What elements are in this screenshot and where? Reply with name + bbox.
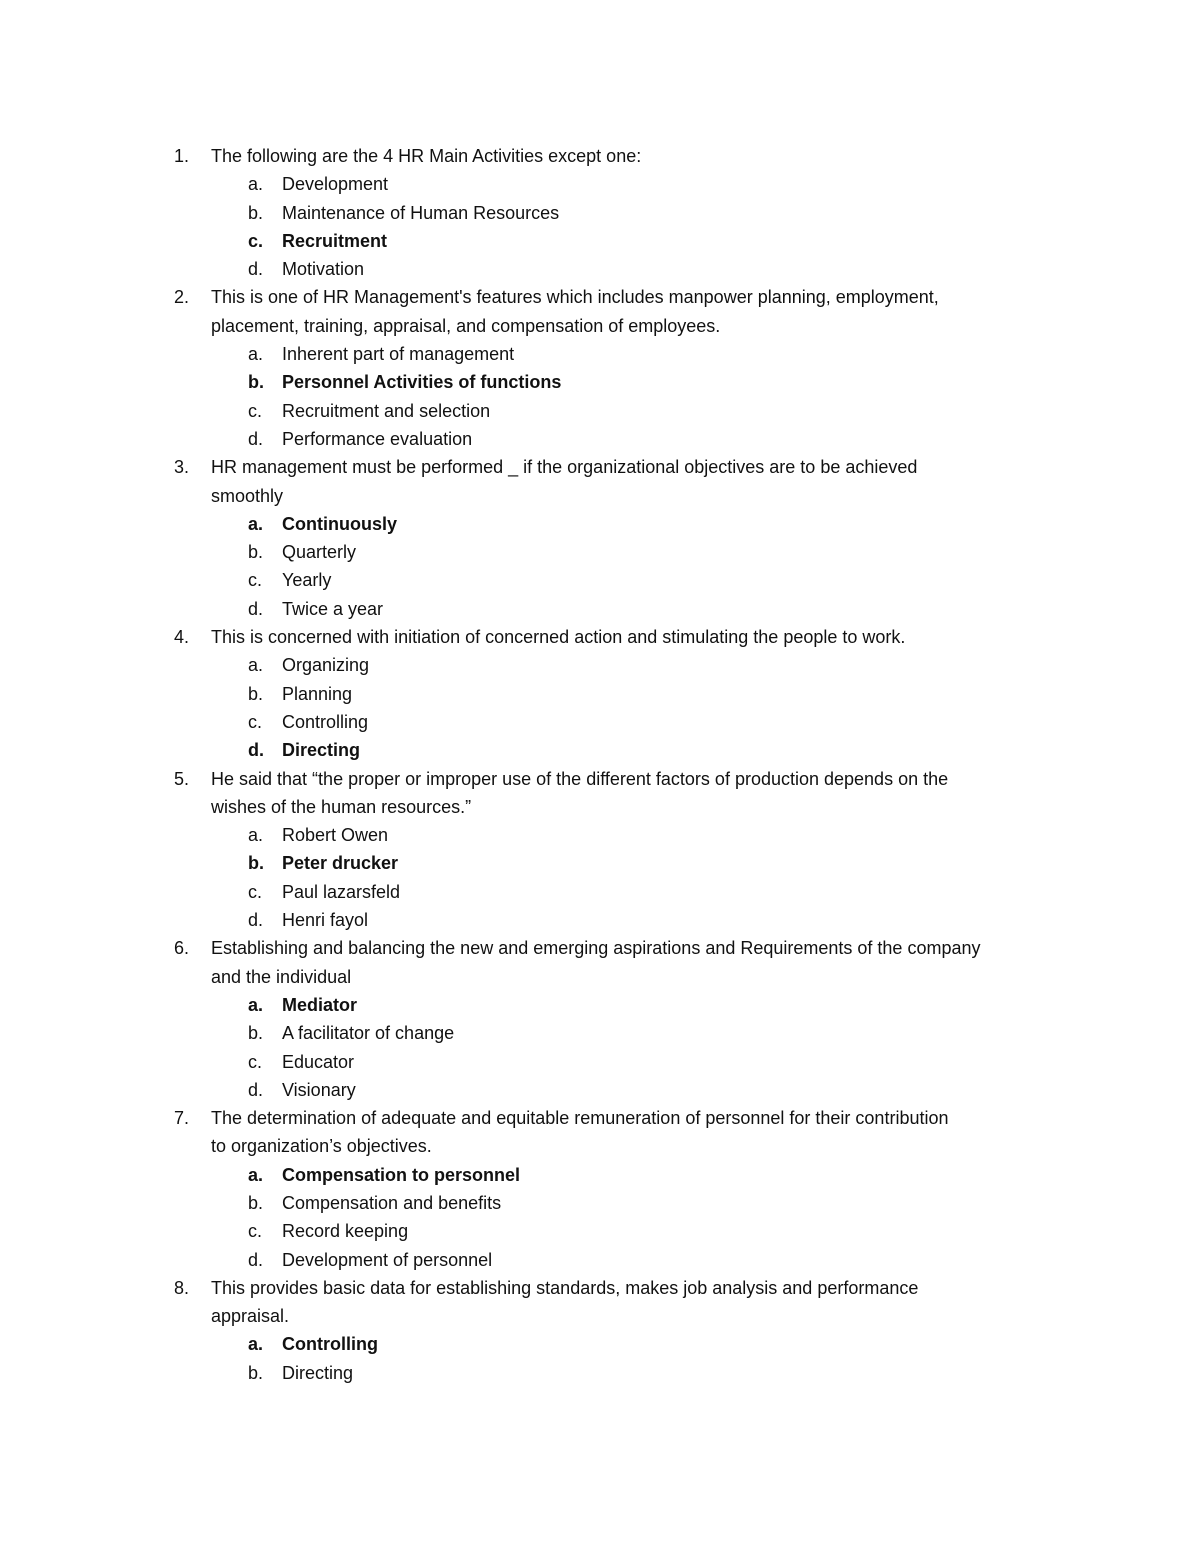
- question-number: 5.: [174, 768, 190, 789]
- answer-option-correct: [0, 227, 1200, 255]
- option-letter: c.: [248, 1221, 263, 1242]
- answer-option: [0, 906, 1200, 934]
- question-line: [0, 623, 1200, 651]
- answer-option: [0, 199, 1200, 227]
- question-line: [0, 1104, 1200, 1132]
- option-letter: a.: [248, 655, 264, 676]
- answer-option: [0, 340, 1200, 368]
- option-letter: b.: [248, 1192, 264, 1213]
- option-text: Peter drucker: [282, 853, 399, 874]
- question-text: appraisal.: [211, 1306, 290, 1327]
- question-text: This is one of HR Management's features which includes manpower planning, employment,: [211, 287, 939, 308]
- answer-option: [0, 1217, 1200, 1245]
- answer-option-correct: [0, 1330, 1200, 1358]
- answer-option: [0, 397, 1200, 425]
- option-letter: c.: [248, 570, 263, 591]
- question-line: [0, 482, 1200, 510]
- option-text: Development of personnel: [282, 1249, 493, 1270]
- option-letter: d.: [248, 910, 264, 931]
- option-letter: a.: [248, 1334, 264, 1355]
- option-text: Yearly: [282, 570, 332, 591]
- question-number: 8.: [174, 1277, 190, 1298]
- option-text: Personnel Activities of functions: [282, 372, 562, 393]
- question-text: smoothly: [211, 485, 284, 506]
- question-text: Establishing and balancing the new and emerging aspirations and Requirements of the company: [211, 938, 981, 959]
- question-line: [0, 1274, 1200, 1302]
- answer-option: [0, 1189, 1200, 1217]
- question-text: HR management must be performed _ if the organizational objectives are to be achieved: [211, 457, 918, 478]
- option-letter: b.: [248, 372, 264, 393]
- question-line: [0, 765, 1200, 793]
- option-text: A facilitator of change: [282, 1023, 455, 1044]
- question-line: [0, 934, 1200, 962]
- option-letter: d.: [248, 740, 264, 761]
- option-letter: a.: [248, 344, 264, 365]
- option-letter: c.: [248, 711, 263, 732]
- answer-option: [0, 1048, 1200, 1076]
- option-text: Directing: [282, 740, 361, 761]
- option-text: Visionary: [282, 1079, 356, 1100]
- option-text: Educator: [282, 1051, 355, 1072]
- answer-option: [0, 170, 1200, 198]
- option-text: Quarterly: [282, 542, 357, 563]
- option-letter: c.: [248, 881, 263, 902]
- question-line: [0, 1302, 1200, 1330]
- answer-option: [0, 425, 1200, 453]
- option-letter: b.: [248, 1362, 264, 1383]
- question-number: 3.: [174, 457, 190, 478]
- answer-option: [0, 255, 1200, 283]
- question-text: He said that “the proper or improper use of the different factors of production depends on the: [211, 768, 949, 789]
- option-letter: d.: [248, 598, 264, 619]
- answer-option: [0, 708, 1200, 736]
- option-text: Mediator: [282, 994, 358, 1015]
- question-line: [0, 963, 1200, 991]
- quiz-document: [0, 142, 1200, 1387]
- answer-option: [0, 595, 1200, 623]
- answer-option: [0, 878, 1200, 906]
- option-letter: a.: [248, 174, 264, 195]
- answer-option-correct: [0, 368, 1200, 396]
- option-letter: d.: [248, 428, 264, 449]
- option-letter: b.: [248, 202, 264, 223]
- option-letter: a.: [248, 513, 264, 534]
- question-text: placement, training, appraisal, and compensation of employees.: [211, 315, 721, 336]
- question-line: [0, 1132, 1200, 1160]
- question-text: wishes of the human resources.”: [211, 796, 472, 817]
- option-text: Planning: [282, 683, 353, 704]
- option-letter: c.: [248, 1051, 263, 1072]
- option-letter: d.: [248, 259, 264, 280]
- answer-option: [0, 566, 1200, 594]
- option-letter: c.: [248, 230, 264, 251]
- option-letter: a.: [248, 994, 264, 1015]
- answer-option: [0, 1076, 1200, 1104]
- answer-option: [0, 1359, 1200, 1387]
- question-number: 1.: [174, 146, 190, 166]
- option-letter: d.: [248, 1079, 264, 1100]
- question-text: The determination of adequate and equitable remuneration of personnel for their contribution: [211, 1108, 949, 1129]
- question-text: The following are the 4 HR Main Activities except one:: [211, 146, 642, 166]
- question-line: [0, 283, 1200, 311]
- option-letter: b.: [248, 853, 264, 874]
- question-text: to organization’s objectives.: [211, 1136, 432, 1157]
- question-number: 6.: [174, 938, 190, 959]
- option-letter: b.: [248, 1023, 264, 1044]
- answer-option: [0, 680, 1200, 708]
- answer-option: [0, 1019, 1200, 1047]
- option-letter: b.: [248, 542, 264, 563]
- option-text: Motivation: [282, 259, 365, 280]
- option-letter: a.: [248, 825, 264, 846]
- option-text: Controlling: [282, 1334, 378, 1355]
- option-text: Inherent part of management: [282, 344, 515, 365]
- question-text: and the individual: [211, 966, 352, 987]
- option-letter: b.: [248, 683, 264, 704]
- answer-option-correct: [0, 1161, 1200, 1189]
- option-text: Recruitment and selection: [282, 400, 491, 421]
- answer-option: [0, 651, 1200, 679]
- question-line: [0, 142, 1200, 170]
- question-text: This is concerned with initiation of concerned action and stimulating the people to work.: [211, 627, 906, 648]
- answer-option: [0, 538, 1200, 566]
- option-text: Organizing: [282, 655, 370, 676]
- answer-option: [0, 1246, 1200, 1274]
- question-number: 4.: [174, 627, 190, 648]
- option-text: Maintenance of Human Resources: [282, 202, 560, 223]
- question-line: [0, 793, 1200, 821]
- option-text: Controlling: [282, 711, 369, 732]
- option-text: Development: [282, 174, 389, 195]
- option-text: Continuously: [282, 513, 397, 534]
- option-text: Compensation to personnel: [282, 1164, 521, 1185]
- answer-option-correct: [0, 991, 1200, 1019]
- question-text: This provides basic data for establishing standards, makes job analysis and performance: [211, 1277, 919, 1298]
- option-text: Record keeping: [282, 1221, 409, 1242]
- question-line: [0, 453, 1200, 481]
- option-text: Recruitment: [282, 230, 388, 251]
- option-text: Performance evaluation: [282, 428, 473, 449]
- option-text: Henri fayol: [282, 910, 369, 931]
- option-letter: a.: [248, 1164, 264, 1185]
- option-text: Twice a year: [282, 598, 384, 619]
- answer-option-correct: [0, 510, 1200, 538]
- question-number: 2.: [174, 287, 190, 308]
- option-letter: d.: [248, 1249, 264, 1270]
- option-text: Paul lazarsfeld: [282, 881, 401, 902]
- option-text: Directing: [282, 1362, 354, 1383]
- answer-option-correct: [0, 849, 1200, 877]
- question-line: [0, 312, 1200, 340]
- answer-option: [0, 821, 1200, 849]
- question-number: 7.: [174, 1108, 190, 1129]
- option-letter: c.: [248, 400, 263, 421]
- answer-option-correct: [0, 736, 1200, 764]
- option-text: Compensation and benefits: [282, 1192, 502, 1213]
- option-text: Robert Owen: [282, 825, 389, 846]
